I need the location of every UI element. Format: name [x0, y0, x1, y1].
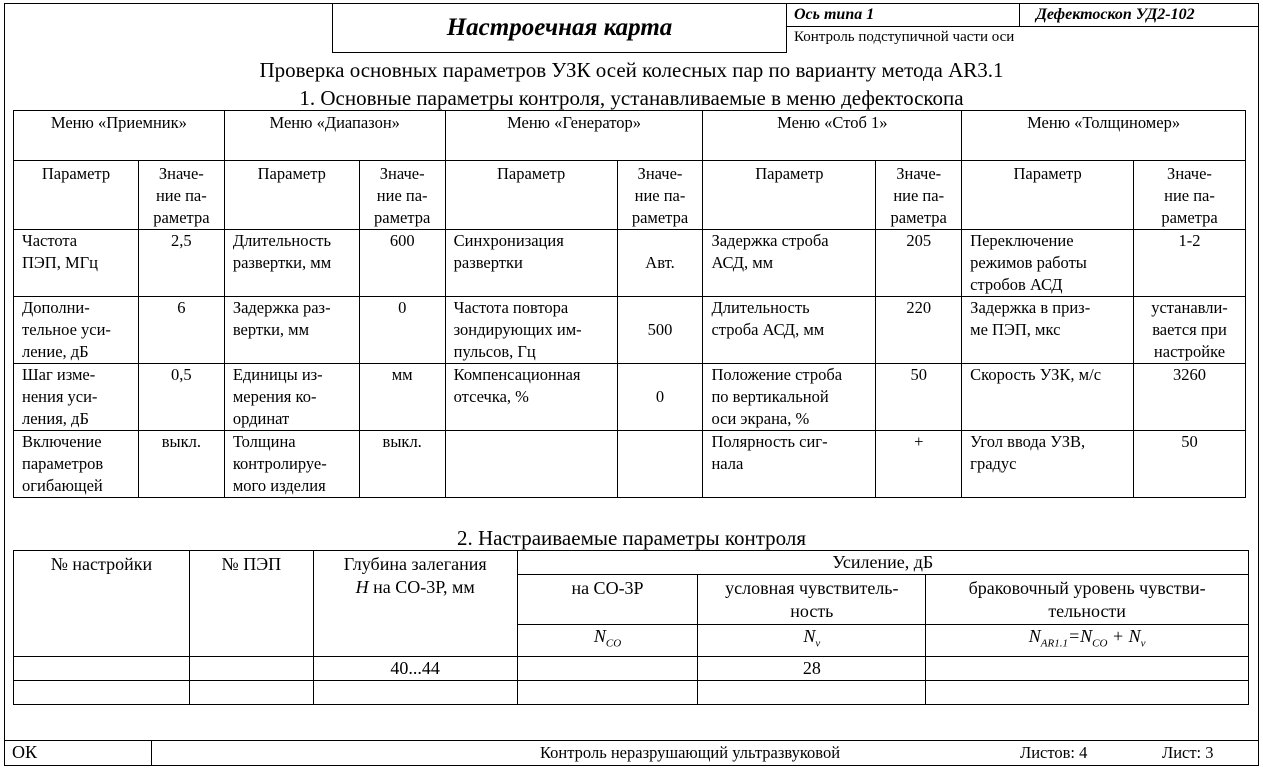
cell-empty — [517, 656, 698, 680]
param-cell: Скорость УЗК, м/с — [962, 364, 1134, 431]
param-cell: Компенсационная отсечка, % — [445, 364, 617, 431]
value-header: Значе- ние па- раметра — [1134, 161, 1246, 230]
param-cell: Единицы из- мерения ко- ординат — [224, 364, 359, 431]
value-cell: 0 — [359, 297, 445, 364]
cell-empty — [189, 656, 313, 680]
footer-sheet: Лист: 3 — [1162, 743, 1214, 762]
header-subtitle: Контроль подступичной части оси — [794, 29, 1015, 45]
menu-generator: Меню «Генератор» — [445, 111, 703, 161]
value-cell: устанавли- вается при настройке — [1134, 297, 1246, 364]
param-cell: Частота повтора зондирующих им- пульсов, Гц — [445, 297, 617, 364]
col-gain-conditional: условная чувствитель- ность — [698, 575, 926, 625]
depth-unit: на СО-3Р, мм — [368, 577, 475, 597]
param-cell — [445, 431, 617, 498]
section2-heading: 2. Настраиваемые параметры контроля — [456, 526, 806, 550]
value-header: Значе- ние па- раметра — [138, 161, 224, 230]
value-cell — [617, 431, 703, 498]
cell-empty — [14, 656, 190, 680]
param-cell: Задержка строба АСД, мм — [703, 230, 876, 297]
symbol-nco: $N_{CO}$ — [517, 625, 698, 657]
param-cell: Синхронизация развертки — [445, 230, 617, 297]
param-header: Параметр — [703, 161, 876, 230]
col-pep-number: № ПЭП — [189, 551, 313, 657]
cell-empty — [698, 680, 926, 704]
value-cell: 600 — [359, 230, 445, 297]
value-cell: выкл. — [359, 431, 445, 498]
depth-value: 40...44 — [313, 656, 517, 680]
value-cell: мм — [359, 364, 445, 431]
value-cell: 3260 — [1134, 364, 1246, 431]
value-header: Значе- ние па- раметра — [617, 161, 703, 230]
param-cell: Толщина контролируе- мого изделия — [224, 431, 359, 498]
col-gain-co: на СО-3Р — [517, 575, 698, 625]
value-cell: 1-2 — [1134, 230, 1246, 297]
detector-model: Дефектоскоп УД2-102 — [1036, 6, 1195, 23]
symbol-nar: $N_{AR1.1}=N_{CO} + N_v$ — [926, 625, 1249, 657]
depth-label: Глубина залегания — [343, 554, 487, 574]
value-cell: 0,5 — [138, 364, 224, 431]
value-cell: 205 — [876, 230, 962, 297]
table-row — [14, 680, 1249, 704]
param-cell: Положение строба по вертикальной оси экрана, % — [703, 364, 876, 431]
param-header: Параметр — [445, 161, 617, 230]
axle-type: Ось типа 1 — [794, 6, 875, 23]
param-cell: Угол ввода УЗВ, градус — [962, 431, 1134, 498]
col-depth — [313, 551, 517, 657]
table-row — [14, 431, 1246, 498]
cell-empty — [517, 680, 698, 704]
footer-vline — [151, 740, 152, 766]
col-gain-rejection: браковочный уровень чувстви- тельности — [926, 575, 1249, 625]
col-setting-number: № настройки — [14, 551, 190, 657]
value-cell: выкл. — [138, 431, 224, 498]
cell-empty — [14, 680, 190, 704]
value-header: Значе- ние па- раметра — [359, 161, 445, 230]
col-gain: Усиление, дБ — [517, 551, 1248, 575]
cell-empty — [189, 680, 313, 704]
param-header: Параметр — [962, 161, 1134, 230]
settings-table — [13, 550, 1249, 705]
value-cell: 0 — [617, 364, 703, 431]
value-header: Значе- ние па- раметра — [876, 161, 962, 230]
params-table — [13, 110, 1246, 498]
param-cell: Задержка в приз- ме ПЭП, мкс — [962, 297, 1134, 364]
value-cell: 500 — [617, 297, 703, 364]
param-cell: Длительность развертки, мм — [224, 230, 359, 297]
card-title: Настроечная карта — [332, 3, 786, 53]
value-cell: + — [876, 431, 962, 498]
param-header: Параметр — [14, 161, 139, 230]
param-cell: Дополни- тельное уси- ление, дБ — [14, 297, 139, 364]
doc-heading: Проверка основных параметров УЗК осей колесных пар по варианту метода AR3.1 — [259, 58, 1004, 82]
footer-title: Контроль неразрушающий ультразвуковой — [540, 743, 841, 762]
value-cell: 2,5 — [138, 230, 224, 297]
header-vline — [1019, 3, 1020, 26]
table-row — [14, 230, 1246, 297]
menu-receiver: Меню «Приемник» — [14, 111, 225, 161]
param-cell: Длительность строба АСД, мм — [703, 297, 876, 364]
value-cell: 6 — [138, 297, 224, 364]
value-cell: 220 — [876, 297, 962, 364]
conditional-value: 28 — [698, 656, 926, 680]
header-hline — [786, 26, 1259, 27]
cell-empty — [926, 656, 1249, 680]
symbol-nv: $N_v$ — [698, 625, 926, 657]
param-cell: Переключение режимов работы стробов АСД — [962, 230, 1134, 297]
cell-empty — [313, 680, 517, 704]
table-row — [14, 364, 1246, 431]
section1-heading: 1. Основные параметры контроля, устанавливаемые в меню дефектоскопа — [299, 86, 964, 110]
param-cell: Частота ПЭП, МГц — [14, 230, 139, 297]
param-cell: Включение параметров огибающей — [14, 431, 139, 498]
menu-thickness: Меню «Толщиномер» — [962, 111, 1246, 161]
footer-ok: ОК — [12, 742, 38, 762]
footer-divider — [4, 740, 1259, 741]
param-cell: Полярность сиг- нала — [703, 431, 876, 498]
menu-range: Меню «Диапазон» — [224, 111, 445, 161]
table-row — [14, 297, 1246, 364]
value-cell: 50 — [876, 364, 962, 431]
footer-sheets: Листов: 4 — [1020, 743, 1088, 762]
menu-gate1: Меню «Стоб 1» — [703, 111, 962, 161]
table-row — [14, 656, 1249, 680]
param-cell: Задержка раз- вертки, мм — [224, 297, 359, 364]
param-cell: Шаг изме- нения уси- ления, дБ — [14, 364, 139, 431]
cell-empty — [926, 680, 1249, 704]
param-header: Параметр — [224, 161, 359, 230]
depth-symbol: Н — [355, 577, 369, 597]
value-cell: Авт. — [617, 230, 703, 297]
table-header-row — [14, 161, 1246, 230]
value-cell: 50 — [1134, 431, 1246, 498]
header-divider — [786, 3, 787, 53]
